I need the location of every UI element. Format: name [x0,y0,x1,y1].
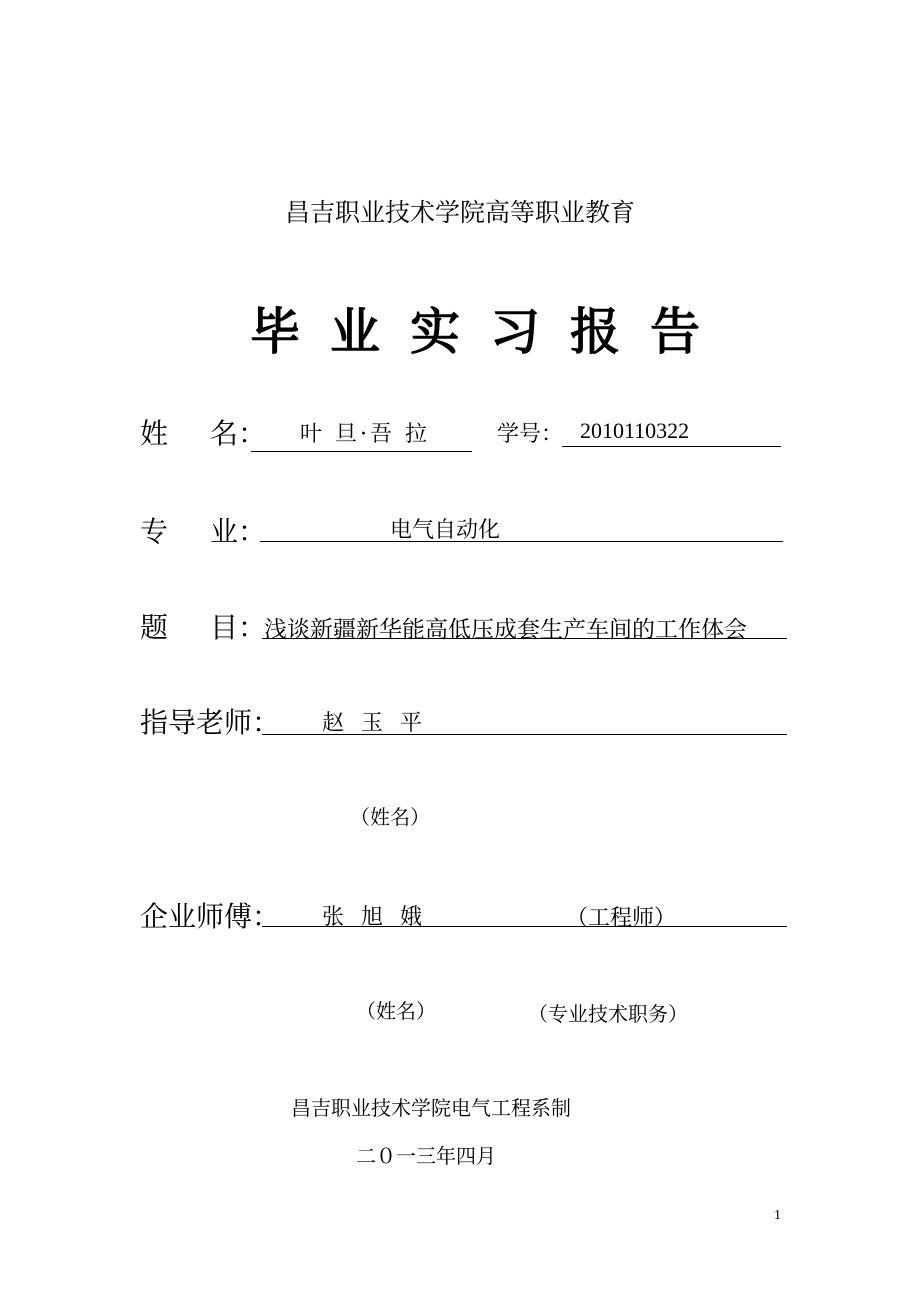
advisor-underline [262,734,787,735]
student-id-underline [562,446,781,447]
mentor-value: 张 旭 娥 [322,905,422,930]
topic-value: 浅谈新疆新华能高低压成套生产车间的工作体会 [264,617,747,643]
name-underline [251,451,472,452]
major-label-char1: 专 [140,515,169,548]
advisor-value: 赵 玉 平 [322,711,422,736]
date-text: 二０一三年四月 [356,1144,496,1168]
mentor-note-name: （姓名） [356,999,436,1023]
student-id-label: 学号： [497,422,564,447]
advisor-note: （姓名） [350,805,430,829]
major-value: 电气自动化 [390,518,501,543]
topic-label-char2: 目： [210,611,267,644]
mentor-note-title: （专业技术职务） [528,1002,688,1026]
page-number: 1 [774,1208,781,1223]
advisor-label: 指导老师： [140,706,281,739]
mentor-label: 企业师傅： [140,900,281,933]
name-label-char1: 姓 [140,417,169,450]
mentor-title: （工程师） [566,906,677,931]
student-id-value: 2010110322 [580,418,690,443]
topic-underline [262,638,787,639]
institution-heading: 昌吉职业技术学院高等职业教育 [284,198,635,227]
name-label-char2: 名： [210,417,267,450]
name-value: 叶 旦·吾 拉 [300,422,430,447]
major-label-char2: 业： [210,515,267,548]
department-text: 昌吉职业技术学院电气工程系制 [291,1096,571,1120]
mentor-underline [262,926,787,927]
report-title: 毕业实习报告 [250,303,730,361]
major-underline [260,541,783,542]
topic-label-char1: 题 [140,611,169,644]
